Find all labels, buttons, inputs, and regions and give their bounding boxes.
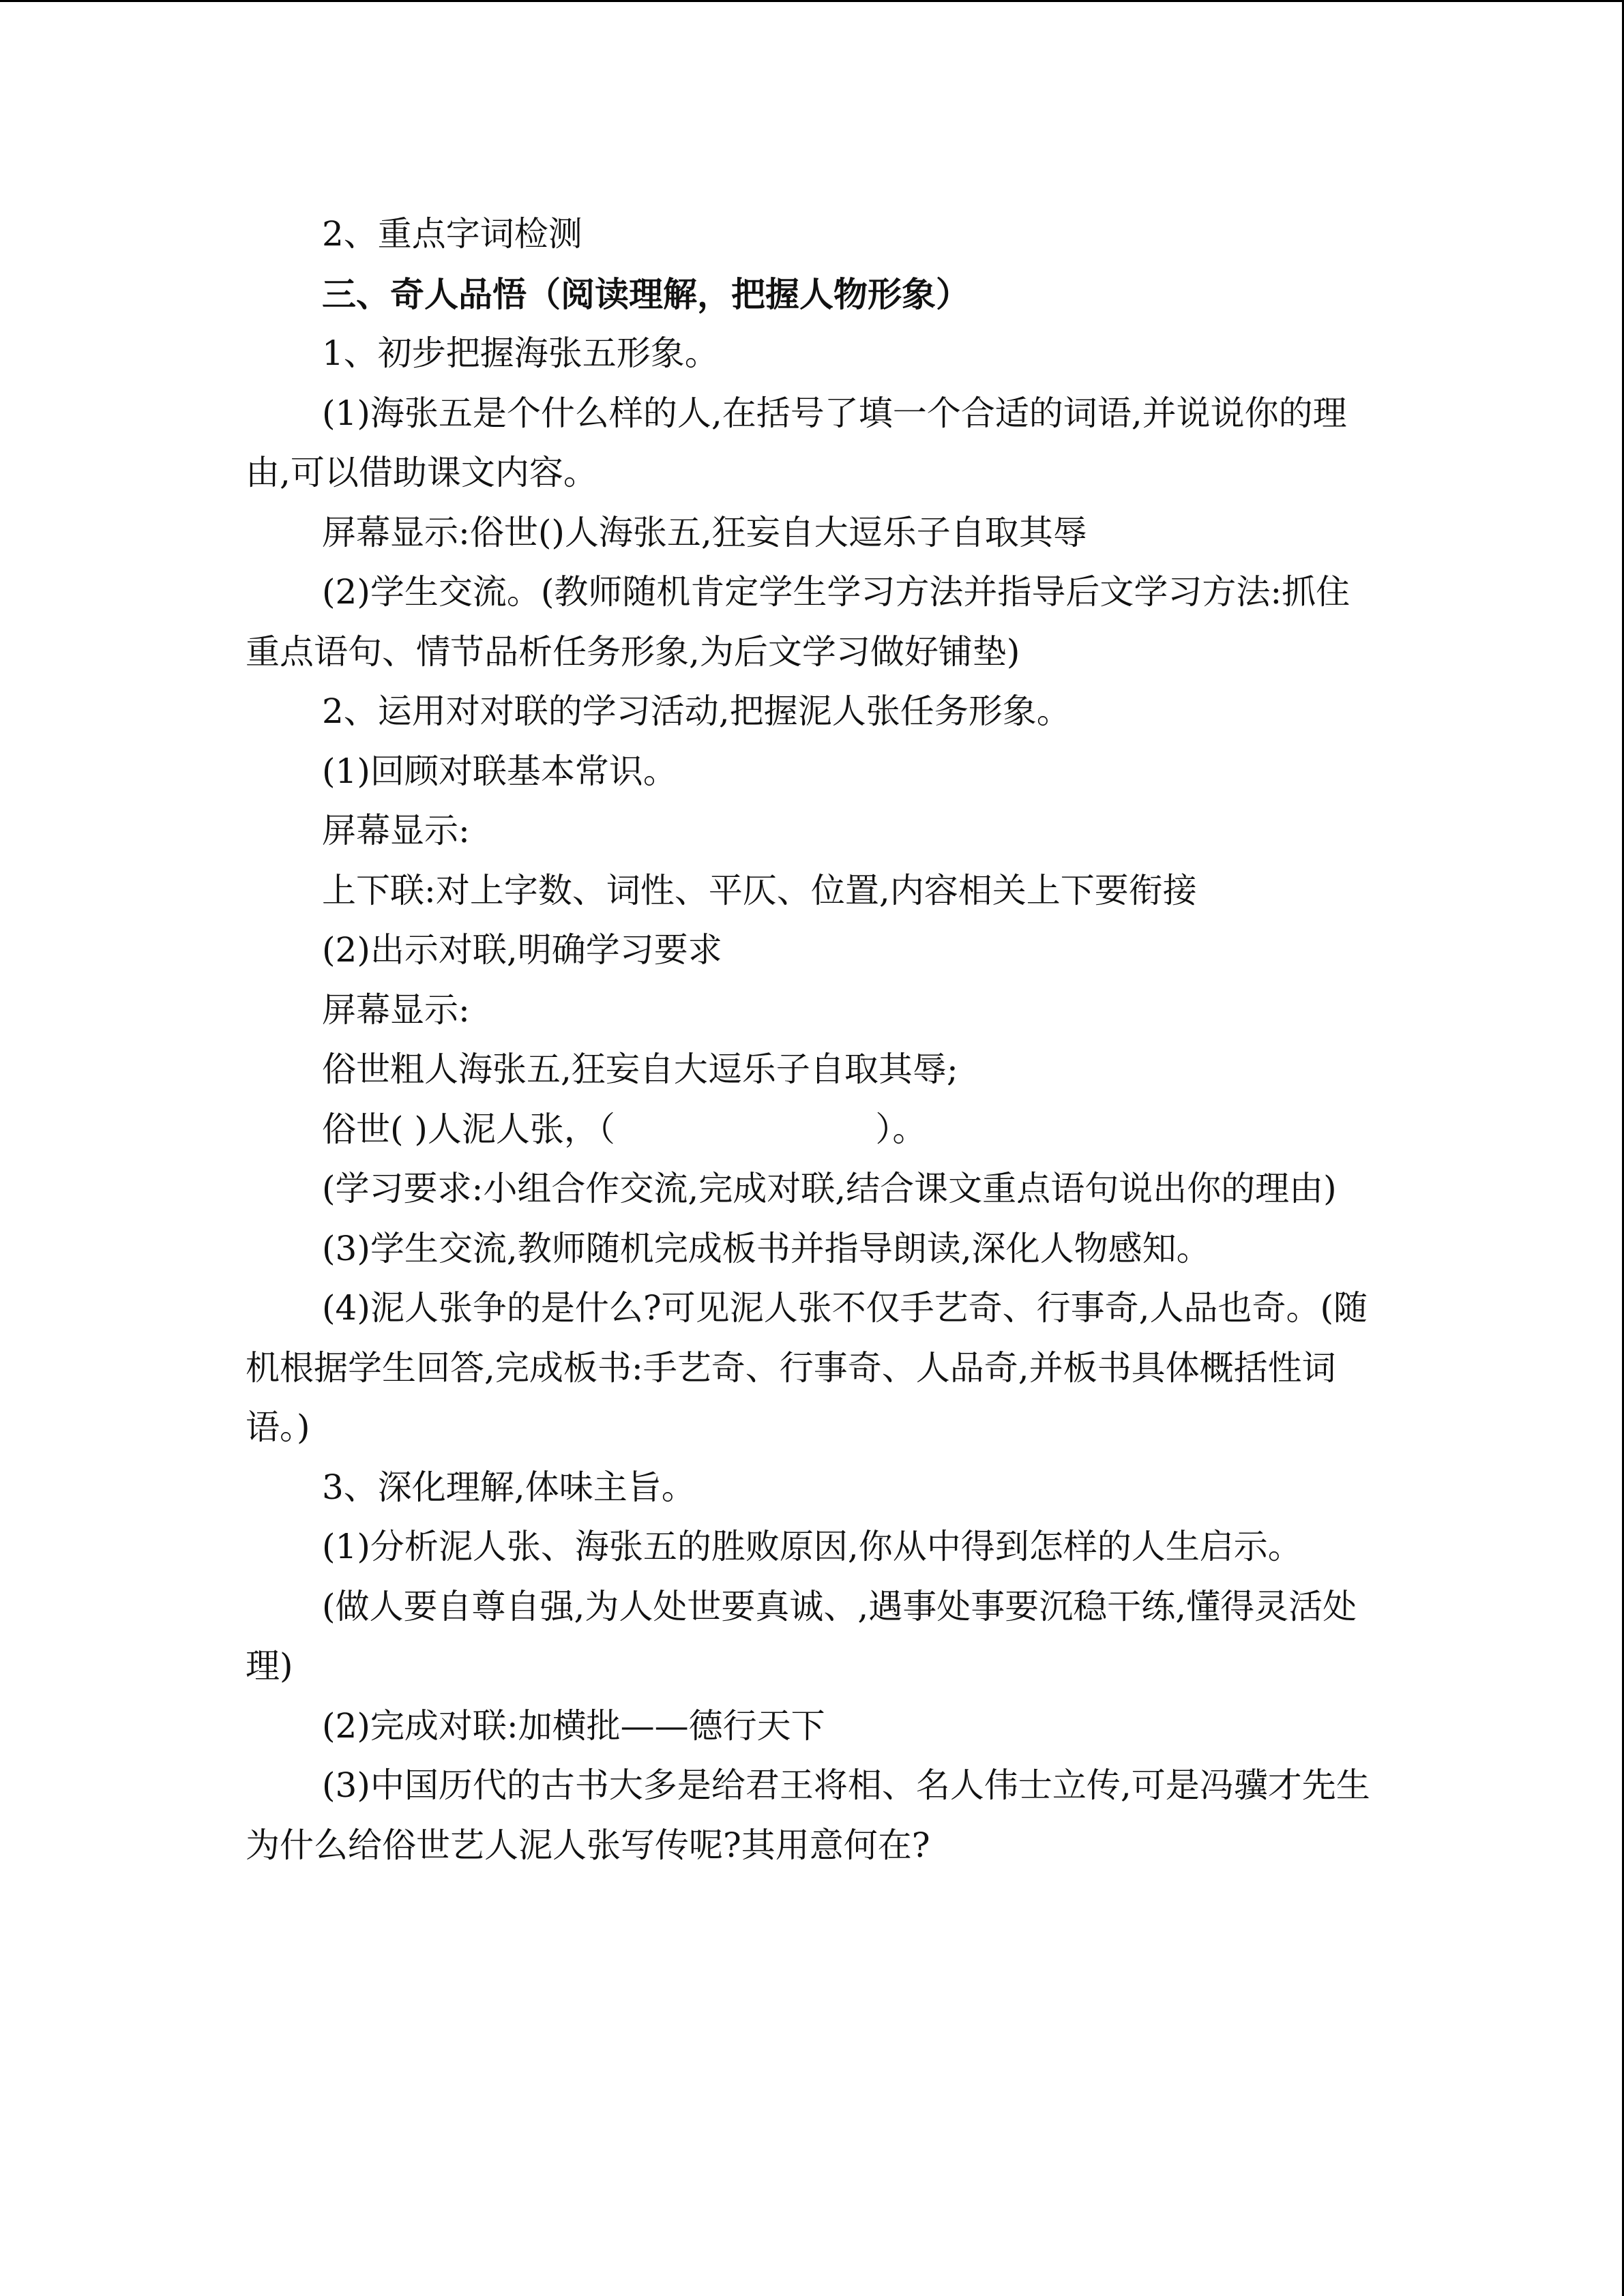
paragraph: (2)学生交流。(教师随机肯定学生学习方法并指导后文学习方法:抓住重点语句、情节品析任务形象,为后文学习做好铺垫) xyxy=(246,572,1350,672)
paragraph-keyword-check: 2、重点字词检测 xyxy=(322,214,582,254)
paragraph: (学习要求:小组合作交流,完成对联,结合课文重点语句说出你的理由) xyxy=(322,1169,1337,1208)
paragraph: (1)分析泥人张、海张五的胜败原因,你从中得到怎样的人生启示。 xyxy=(322,1527,1302,1566)
paragraph: 3、深化理解,体味主旨。 xyxy=(322,1467,696,1507)
paragraph: 屏幕显示: xyxy=(322,989,470,1030)
couplet-upper-line: 俗世粗人海张五,狂妄自大逗乐子自取其辱; xyxy=(322,1049,958,1089)
paragraph: 屏幕显示: xyxy=(322,811,470,850)
paragraph: (1)回顾对联基本常识。 xyxy=(322,751,677,791)
paragraph: 2、运用对对联的学习活动,把握泥人张任务形象。 xyxy=(322,691,1071,731)
paragraph: (1)海张五是个什么样的人,在括号了填一个合适的词语,并说说你的理由,可以借助课文内容。 xyxy=(246,393,1347,492)
paragraph: (4)泥人张争的是什么?可见泥人张不仅手艺奇、行事奇,人品也奇。(随机根据学生回答,完成板书:手艺奇、行事奇、人品奇,并板书具体概括性词语。) xyxy=(246,1288,1368,1447)
section-heading: 三、奇人品悟（阅读理解，把握人物形象） xyxy=(322,273,970,314)
paragraph: (3)学生交流,教师随机完成板书并指导朗读,深化人物感知。 xyxy=(322,1228,1211,1268)
paragraph: (2)出示对联,明确学习要求 xyxy=(322,930,722,970)
paragraph: 1、初步把握海张五形象。 xyxy=(322,333,719,373)
paragraph: 屏幕显示:俗世()人海张五,狂妄自大逗乐子自取其辱 xyxy=(322,512,1087,552)
paragraph: 上下联:对上字数、词性、平仄、位置,内容相关上下要衔接 xyxy=(322,870,1197,910)
paragraph: (2)完成对联:加横批——德行天下 xyxy=(322,1705,825,1746)
paragraph: (做人要自尊自强,为人处世要真诚、,遇事处事要沉稳干练,懂得灵活处理) xyxy=(246,1586,1357,1686)
couplet-lower-line: 俗世( )人泥人张，（ ）。 xyxy=(322,1109,927,1149)
document-body xyxy=(246,205,1378,1875)
paragraph: (3)中国历代的古书大多是给君王将相、名人伟士立传,可是冯骥才先生为什么给俗世艺人泥人张写传呢?其用意何在? xyxy=(246,1765,1370,1865)
